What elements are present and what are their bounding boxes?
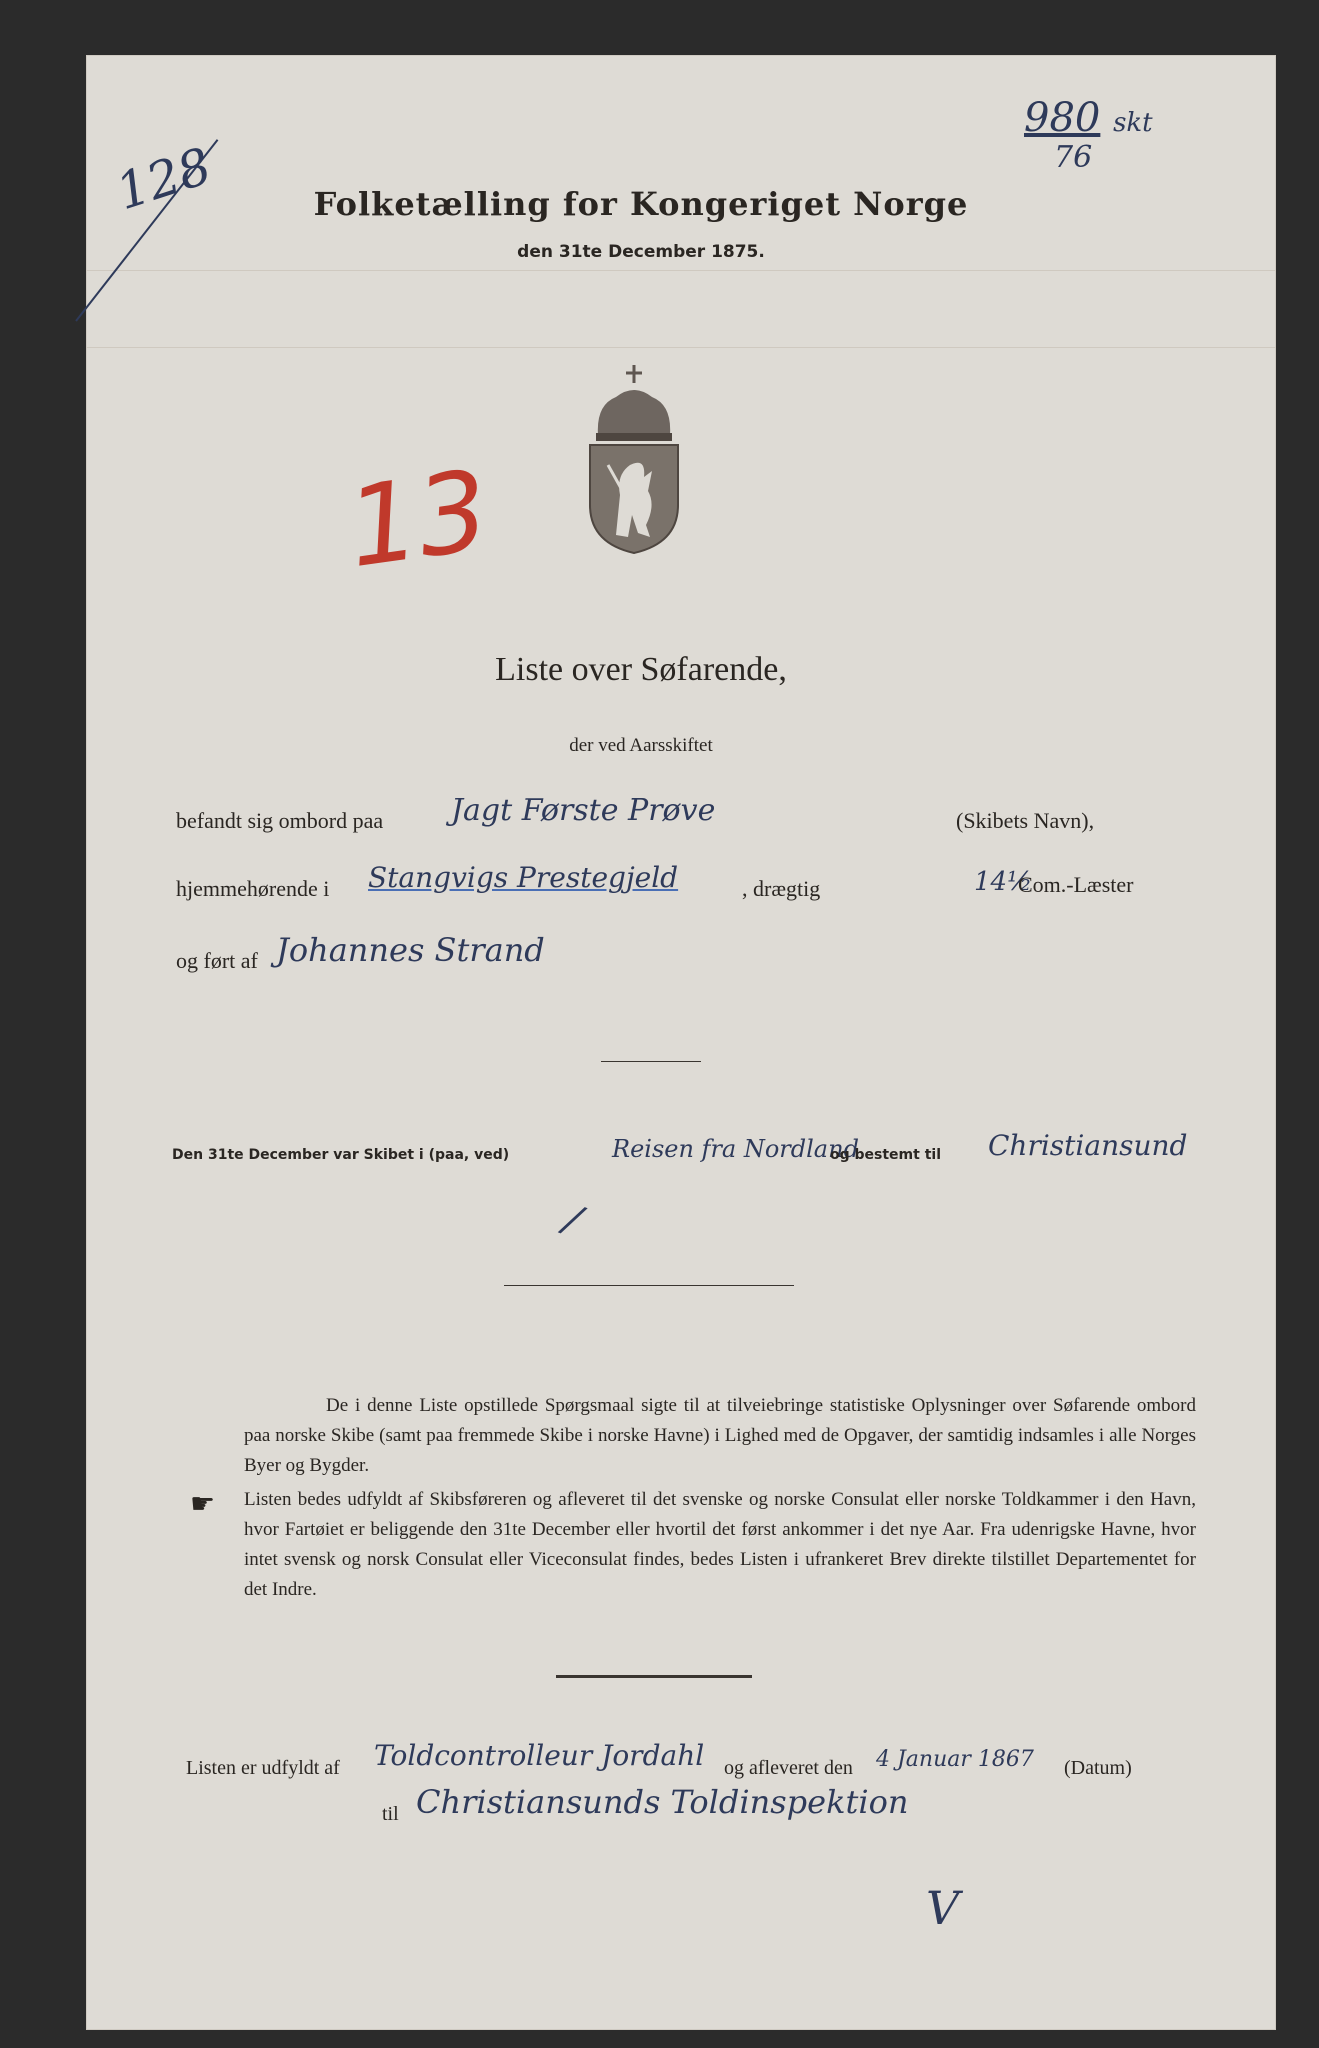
archive-denominator: 76	[1054, 140, 1093, 175]
archive-number-right: 980 skt	[1024, 95, 1153, 141]
captain-label: og ført af	[176, 948, 258, 973]
delivered-date-field: 4 Januar 1867	[876, 1747, 1034, 1772]
pointing-hand-icon: ☛	[190, 1489, 216, 1520]
tonnage-field: 14½	[974, 867, 1033, 897]
ship-name-field: Jagt Første Prøve	[451, 793, 716, 828]
instructions-paragraph-2: Listen bedes udfyldt af Skibsføreren og afleveret til det svenske og norske Consulat eller norske Toldkammer i den Havn, hvor Fartøiet er beliggende den 31te December eller hvortil det først ankommer i det nye Aar. Fra udenrigske Havne, hvor intet svensk og norsk Consulat eller Viceconsulat findes, bedes Listen i ufrankeret Brev direkte tilstillet Departementet for det Indre.	[244, 1489, 1196, 1600]
red-sheet-number: 13	[339, 445, 497, 593]
form-date-line: den 31te December 1875.	[517, 242, 765, 262]
bleed-row-number	[1251, 373, 1254, 389]
form-title: Folketælling for Kongeriget Norge	[313, 185, 969, 223]
filled-by-label: Listen er udfyldt af	[186, 1757, 340, 1779]
coat-of-arms-icon	[586, 365, 682, 555]
ship-label: befandt sig ombord paa	[176, 808, 384, 833]
list-intro: der ved Aarsskiftet	[569, 735, 713, 756]
bleed-through-text	[256, 167, 260, 184]
bleed-through-rule-2	[86, 347, 1276, 348]
delivered-date-label: og afleveret den	[724, 1757, 853, 1779]
delivered-to-label: til	[382, 1803, 399, 1825]
archive-number-left: 128	[109, 136, 219, 222]
bleed-through-rule	[86, 270, 1276, 271]
check-mark: V	[926, 1881, 960, 1935]
filled-by-field: Toldcontrolleur Jordahl	[374, 1739, 705, 1772]
captain-field: Johannes Strand	[276, 931, 545, 969]
location-place-field: Reisen fra Nordland	[612, 1135, 859, 1163]
section-divider-2	[504, 1285, 794, 1286]
location-label: Den 31te December var Skibet i (paa, ved)	[172, 1147, 510, 1163]
datum-label: (Datum)	[1064, 1757, 1132, 1779]
section-divider-3	[556, 1675, 752, 1678]
tonnage-label: , drægtig	[742, 876, 821, 901]
section-divider	[601, 1061, 701, 1062]
list-heading: Liste over Søfarende,	[495, 651, 787, 688]
dash-mark: /	[558, 1196, 587, 1244]
home-label: hjemmehørende i	[176, 876, 330, 901]
destination-field: Christiansund	[988, 1129, 1188, 1162]
ship-name-caption: (Skibets Navn),	[956, 808, 1095, 833]
tonnage-unit: Com.-Læster	[1018, 872, 1134, 897]
instructions-paragraph-1: De i denne Liste opstillede Spørgsmaal sigte til at tilveiebringe statistiske Oplysninger over Søfarende ombord paa norske Skibe (samt paa fremmede Skibe i norske Havne) i Lighed med de Opgaver, der samtidig indsamles i alle Norges Byer og Bygder.	[244, 1395, 1196, 1476]
home-parish-field: Stangvigs Prestegjeld	[368, 861, 679, 894]
delivered-to-field: Christiansunds Toldinspektion	[416, 1783, 909, 1821]
census-form-sheet	[86, 55, 1276, 2030]
destination-label: og bestemt til	[830, 1147, 941, 1163]
